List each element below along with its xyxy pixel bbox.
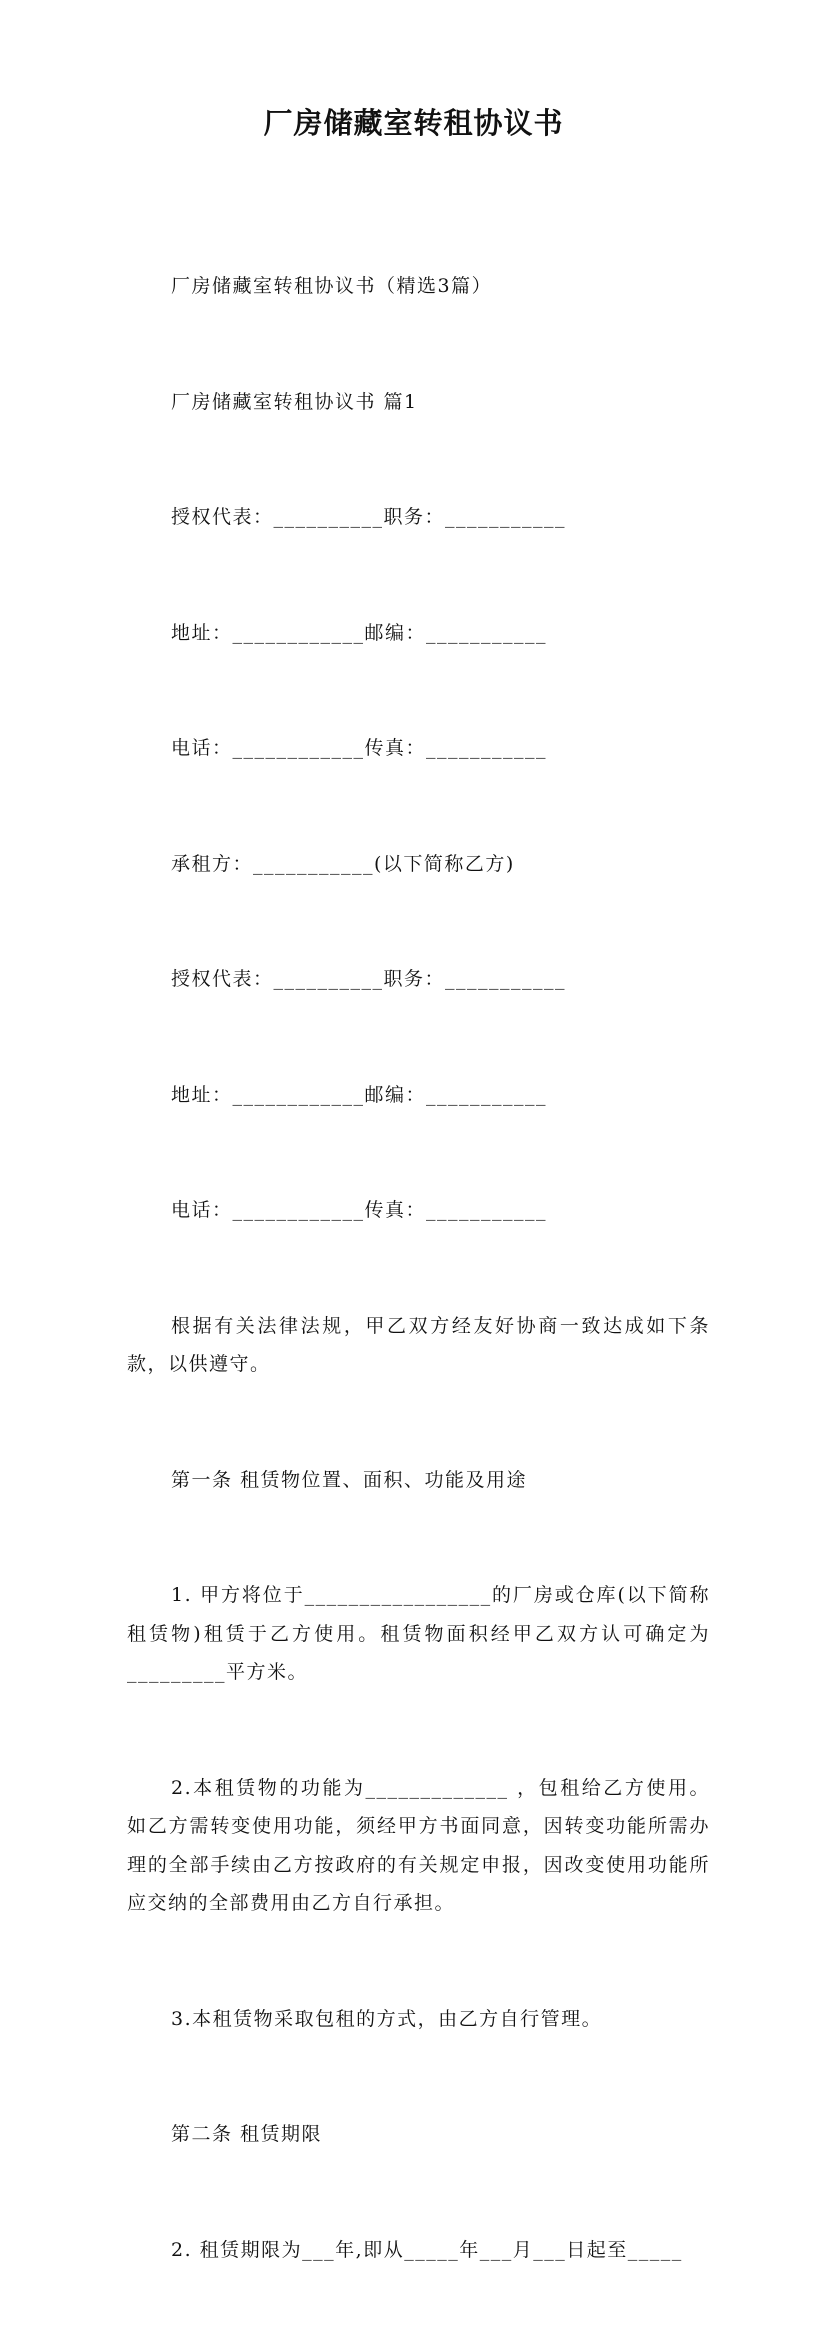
paragraph-lessee-phone: 电话：____________传真：___________ [171,1199,548,1221]
paragraph-clause-1-1: 1. 甲方将位于_________________的厂房或仓库(以下简称租赁物)租赁于乙方使用。租赁物面积经甲乙双方认可确定为_________平方米。 [127,1584,710,1683]
paragraph-article-1-heading: 第一条 租赁物位置、面积、功能及用途 [171,1468,528,1491]
paragraph-lessee: 承租方：___________(以下简称乙方) [171,852,515,875]
paragraph-lessor-phone: 电话：____________传真：___________ [171,737,548,759]
paragraph-preamble: 根据有关法律法规，甲乙双方经友好协商一致达成如下条款，以供遵守。 [127,1314,710,1375]
paragraph-lessor-representative: 授权代表：__________职务：___________ [171,506,567,528]
paragraph-subtitle: 厂房储藏室转租协议书（精选3篇） [171,275,493,297]
paragraph-lessee-representative: 授权代表：__________职务：___________ [171,968,567,990]
paragraph-lessor-address: 地址：____________邮编：___________ [171,621,548,644]
document-body [127,190,710,2340]
paragraph-section-heading: 厂房储藏室转租协议书 篇1 [171,390,418,413]
document-title: 厂房储藏室转租协议书 [263,106,564,140]
paragraph-clause-1-3: 3.本租赁物采取包租的方式，由乙方自行管理。 [171,2007,603,2030]
paragraph-clause-1-2: 2.本租赁物的功能为_____________ ，包租给乙方使用。如乙方需转变使用功能，须经甲方书面同意，因转变功能所需办理的全部手续由乙方按政府的有关规定申报，因改变使用功能所应交纳的全部费用由乙方自行承担。 [127,1776,710,1914]
paragraph-clause-2-2: 2. 租赁期限为___年,即从_____年___月___日起至_____ [171,2238,683,2261]
paragraph-article-2-heading: 第二条 租赁期限 [171,2123,323,2145]
paragraph-lessee-address: 地址：____________邮编：___________ [171,1083,548,1106]
